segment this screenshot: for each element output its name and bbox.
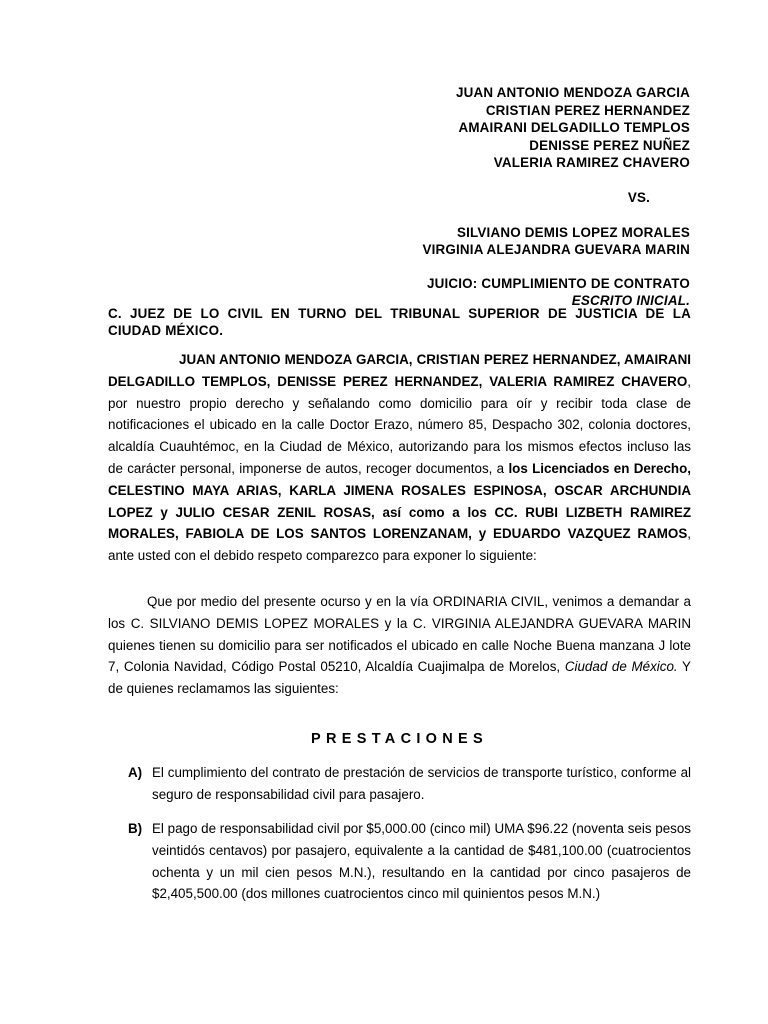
plaintiff-name: CRISTIAN PEREZ HERNANDEZ [485, 102, 690, 118]
defendant-name: SILVIANO DEMIS LOPEZ MORALES [456, 224, 690, 240]
prestacion-item [128, 762, 691, 806]
demand-paragraph [108, 591, 691, 700]
intro-paragraph [108, 349, 691, 567]
plaintiff-name: AMAIRANI DELGADILLO TEMPLOS [458, 120, 690, 136]
versus-label: VS. [627, 189, 650, 205]
section-heading: PRESTACIONES [311, 731, 488, 747]
authorized-persons: los Licenciados en Derecho, CELESTINO MAYA ARIAS, KARLA JIMENA ROSALES ESPINOSA, OSCAR ARCHUNDIA LOPEZ y JULIO CESAR ZENIL ROSAS, así como a los CC. RUBI LIZBETH RAMIREZ MORALES, FABIOLA DE LOS SANTOS LORENZANAM, y EDUARDO VAZQUEZ RAMOS [108, 460, 691, 542]
item-text: El pago de responsabilidad civil por $5,000.00 (cinco mil) UMA $96.22 (noventa seis pesos veintidós centavos) por pasajero, equivalente a la cantidad de $481,100.00 (cuatrocientos ochenta y un mil cien pesos M.N.), resultando en la cantidad por cinco pasajeros de $2,405,500.00 (dos millones cuatrocientos cinco mil quinientos pesos M.N.) [152, 821, 691, 902]
prestacion-item [128, 818, 691, 905]
demand-text: Que por medio del presente ocurso y en la vía ORDINARIA CIVIL, venimos a demandar a los C. SILVIANO DEMIS LOPEZ MORALES y la C. VIRGINIA ALEJANDRA GUEVARA MARIN quienes tienen su domicilio para ser notificados el ubicado en calle Noche Buena manzana J lote 7, Colonia Navidad, Código Postal 05210, Alcaldía Cuajimalpa de Morelos, [108, 594, 691, 675]
demand-closing: Y de quienes reclamamos las siguientes: [108, 659, 691, 697]
domicile-text: , por nuestro propio derecho y señalando como domicilio para oír y recibir toda clase de notificaciones el ubicado en la calle Doctor Erazo, número 85, Despacho 302, colonia doctores, alcaldía Cuauhtémoc, en la Ciudad de México, autorizando para los mismos efectos incluso las de carácter personal, imponerse de autos, recoger documentos, a [108, 373, 691, 476]
plaintiff-names: JUAN ANTONIO MENDOZA GARCIA, CRISTIAN PEREZ HERNANDEZ, AMAIRANI DELGADILLO TEMPLOS, DENISSE PEREZ HERNANDEZ, VALERIA RAMIREZ CHAVERO [108, 352, 691, 389]
plaintiff-name: VALERIA RAMIREZ CHAVERO [493, 155, 690, 171]
item-text: El cumplimiento del contrato de prestación de servicios de transporte turístico, conforme al seguro de responsabilidad civil para pasajero. [152, 765, 691, 802]
closing-text: , ante usted con el debido respeto comparezco para exponer lo siguiente: [108, 526, 691, 564]
item-label: B) [128, 821, 143, 836]
addressee: C. JUEZ DE LO CIVIL EN TURNO DEL TRIBUNAL SUPERIOR DE JUSTICIA DE LA CIUDAD MÉXICO. [108, 306, 691, 339]
juicio-type: JUICIO: CUMPLIMIENTO DE CONTRATO [426, 275, 690, 291]
city-name: Ciudad de México. [564, 659, 678, 675]
case-header [422, 84, 690, 310]
defendant-name: VIRGINIA ALEJANDRA GUEVARA MARIN [422, 242, 690, 258]
item-label: A) [128, 765, 143, 780]
escrito-label: ESCRITO INICIAL. [571, 293, 690, 309]
plaintiff-name: DENISSE PEREZ NUÑEZ [529, 137, 690, 153]
plaintiff-name: JUAN ANTONIO MENDOZA GARCIA [455, 85, 690, 100]
